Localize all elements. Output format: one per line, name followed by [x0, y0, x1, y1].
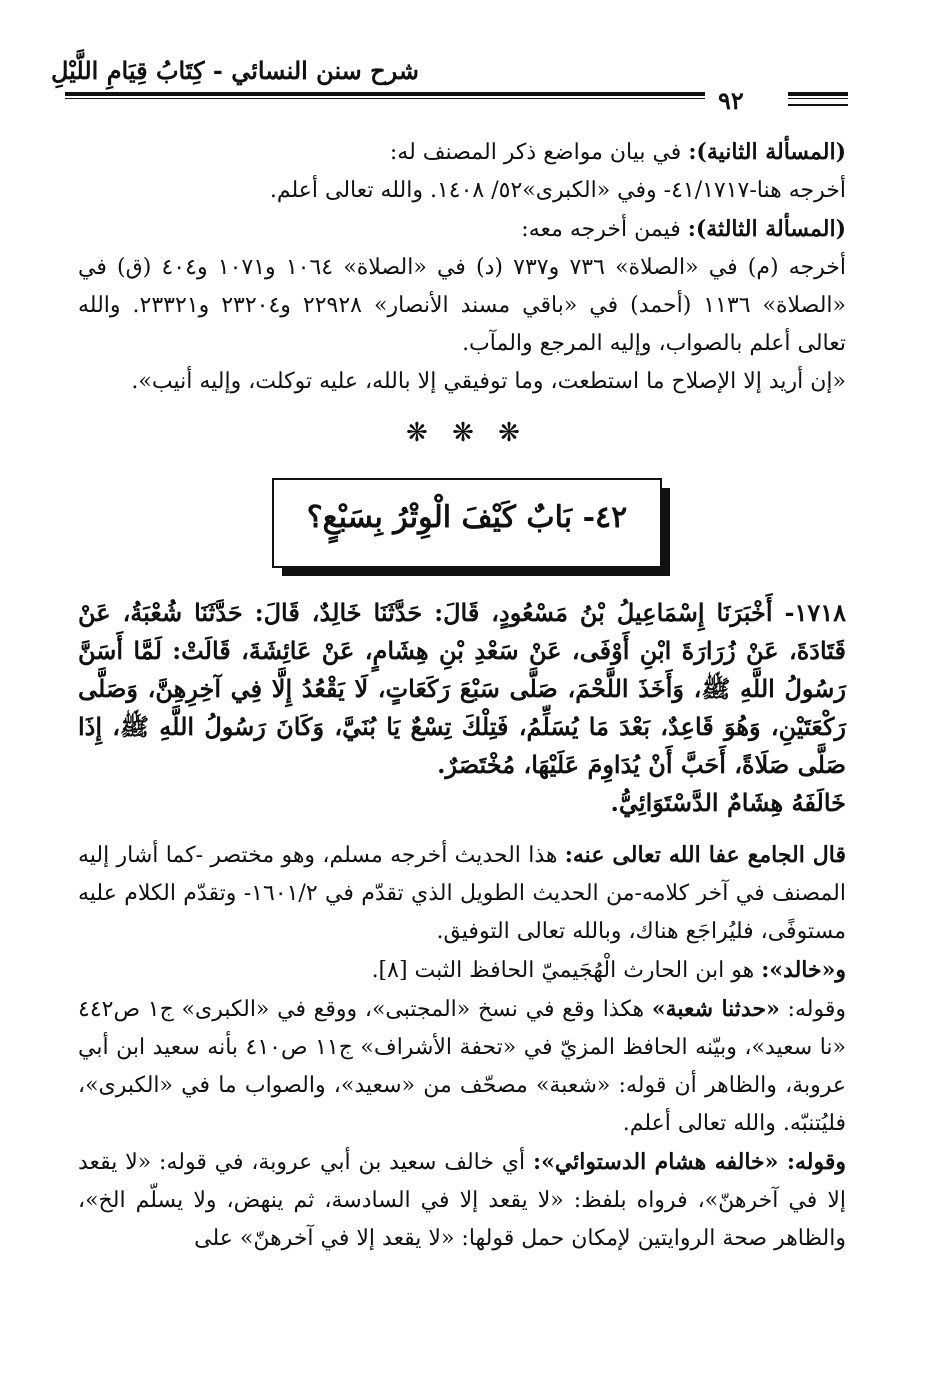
hadith-followup: خَالَفَهُ هِشَامٌ الدَّسْتَوَائِيُّ.	[610, 788, 846, 817]
running-header-title: شرح سنن النسائي - كِتَابُ قِيَامِ اللَّيْلِ	[51, 56, 419, 85]
section-separator-stars: ❋ ❋ ❋	[406, 418, 528, 448]
commentary-para-1-heading: قال الجامع عفا الله تعالى عنه:	[564, 842, 846, 868]
commentary-para-4-text: أي خالف سعيد بن أبي عروبة، في قوله: «لا يقعد إلا في آخرهنّ»، فرواه بلفظ: «لا يقعد إلا في السادسة، ثم ينهض، ولا يسلّم الخ»، والظاهر صحة الروايتين لإمكان حمل قولها: «لا يقعد إلا في آخرهنّ» على	[78, 1150, 846, 1251]
commentary-para-4-heading: وقوله: «خالفه هشام الدستوائي»:	[532, 1149, 847, 1175]
takhrij-paragraph: أخرجه (م) في «الصلاة» ٧٣٦ و٧٣٧ (د) في «الصلاة» ١٠٦٤ و١٠٧١ و٤٠٤ (ق) في «الصلاة» ١١٣٦ (أحمد) في «باقي مسند الأنصار» ٢٢٩٢٨ و٢٣٢٠٤ و٢٣٣٢١. والله تعالى أعلم بالصواب، وإليه المرجع والمآب.	[78, 255, 847, 356]
header-rule-thin	[65, 98, 705, 99]
issue-three-text: فيمن أخرجه معه:	[521, 217, 688, 242]
commentary-para-2	[78, 951, 846, 990]
commentary-para-2-text: هو ابن الحارث الْهُجَيميّ الحافظ الثبت [٨].	[371, 958, 762, 983]
commentary-para-3-text: هكذا وقع في نسخ «المجتبى»، ووقع في «الكبرى» ج١ ص٤٤٢ «نا سعيد»، وبيّنه الحافظ المزيّ في «تحفة الأشراف» ج١١ ص٤١٠ بأنه سعيد ابن أبي عروبة، والظاهر أن قوله: «شعبة» مصحّف من «سعيد»، والصواب ما في «الكبرى»، فليُتنبّه. والله تعالى أعلم.	[78, 997, 847, 1136]
commentary-para-3-lead: وقوله:	[779, 997, 846, 1022]
commentary-para-3	[78, 990, 846, 1143]
top-section	[78, 133, 846, 401]
page-number: ٩٢	[718, 86, 744, 115]
hadith-text: ١٧١٨- أَخْبَرَنَا إِسْمَاعِيلُ بْنُ مَسْعُودٍ، قَالَ: حَدَّثَنَا خَالِدٌ، قَالَ: حَدَّثَنَا شُعْبَةُ، عَنْ قَتَادَةَ، عَنْ زُرَارَةَ ابْنِ أَوْفَى، عَنْ سَعْدِ بْنِ هِشَامٍ، عَنْ عَائِشَةَ، قَالَتْ: لَمَّا أَسَنَّ رَسُولُ اللَّهِ ﷺ، وَأَخَذَ اللَّحْمَ، صَلَّى سَبْعَ رَكَعَاتٍ، لَا يَقْعُدُ إِلَّا فِي آخِرِهِنَّ، وَصَلَّى رَكْعَتَيْنِ، وَهُوَ قَاعِدٌ، بَعْدَ مَا يُسَلِّمُ، فَتِلْكَ تِسْعٌ يَا بُنَيَّ، وَكَانَ رَسُولُ اللَّهِ ﷺ، إِذَا صَلَّى صَلَاةً، أَحَبَّ أَنْ يُدَاوِمَ عَلَيْهَا، مُخْتَصَرٌ.	[78, 598, 846, 779]
closing-quote: «إن أريد إلا الإصلاح ما استطعت، وما توفيقي إلا بالله، عليه توكلت، وإليه أنيب».	[131, 369, 846, 394]
issue-three-heading: (المسألة الثالثة):	[687, 216, 846, 242]
commentary-para-3-heading: «حدثنا شعبة»	[651, 996, 780, 1022]
issue-two-heading: (المسألة الثانية):	[688, 139, 846, 165]
commentary-para-1-text: هذا الحديث أخرجه مسلم، وهو مختصر -كما أشار إليه المصنف في آخر كلامه-من الحديث الطويل الذي تقدّم في ١٦٠١/٢- وتقدّم الكلام عليه مستوفًى، فليُراجَع هناك، وبالله تعالى التوفيق.	[78, 843, 846, 944]
page-number-rule-bottom	[788, 104, 848, 106]
issue-three-line	[78, 210, 846, 249]
issue-two-text: في بيان مواضع ذكر المصنف له:	[389, 140, 689, 165]
page-number-rule-top	[788, 92, 848, 96]
chapter-title-box	[272, 478, 662, 568]
commentary-para-4	[78, 1143, 846, 1258]
commentary-para-1	[78, 836, 846, 951]
sources-line: أخرجه هنا-٤١/١٧١٧- وفي «الكبرى»٥٢/ ١٤٠٨. والله تعالى أعلم.	[269, 178, 846, 203]
page-number-rule-middle	[788, 98, 848, 99]
header-rule-thick	[65, 92, 705, 96]
issue-two-line	[78, 133, 846, 172]
commentary-section	[78, 836, 846, 1258]
commentary-para-2-heading: و«خالد»:	[761, 957, 846, 983]
hadith-section	[78, 594, 846, 822]
chapter-title: ٤٢- بَابٌ كَيْفَ الْوِتْرُ بِسَبْعٍ؟	[306, 500, 628, 535]
